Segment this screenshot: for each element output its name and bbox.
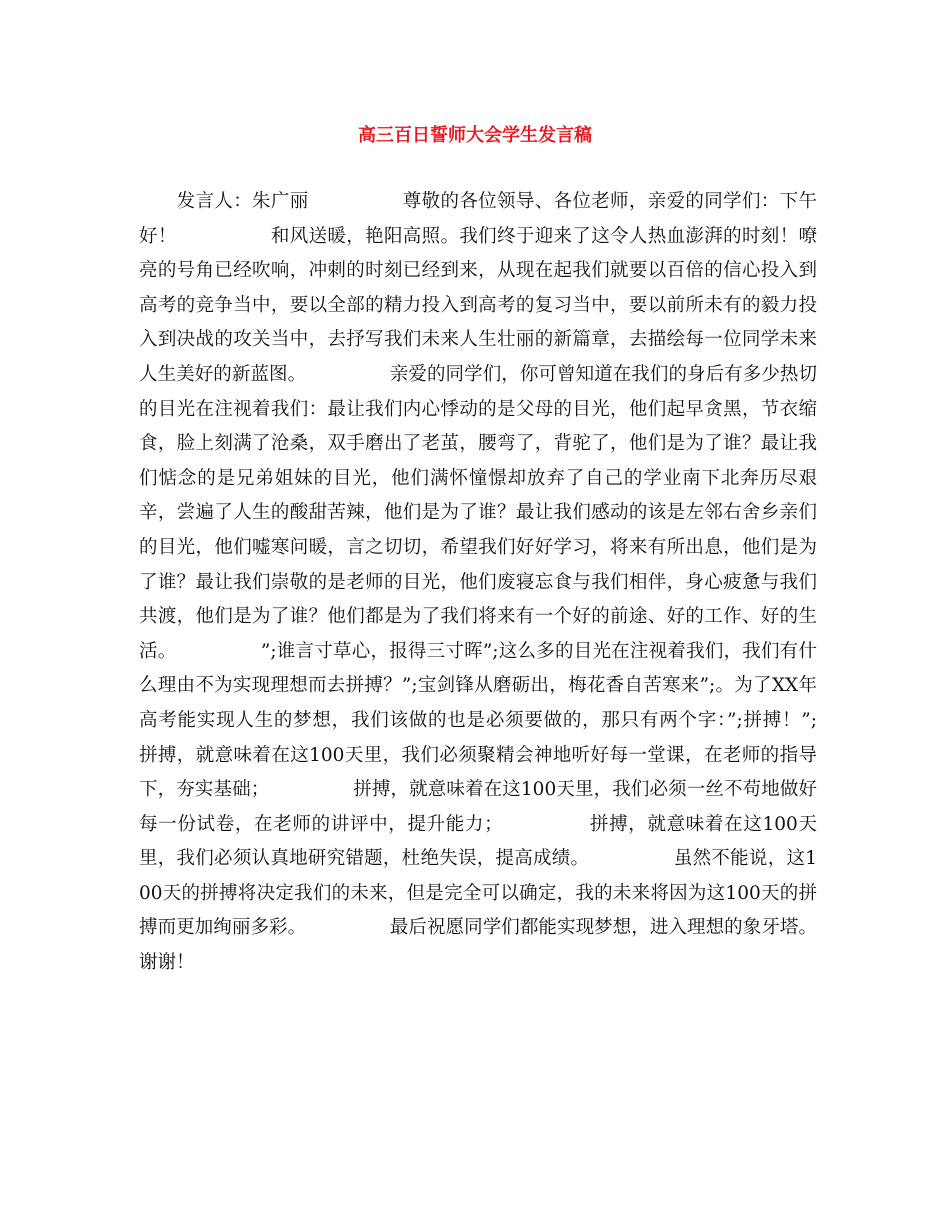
- speech-body: 发言人：朱广丽 尊敬的各位领导、各位老师，亲爱的同学们：下午好！ 和风送暖，艳阳高照。我们终于迎来了这令人热血澎湃的时刻！嘹亮的号角已经吹响，冲刺的时刻已经到来，从现在起我们就要以百倍的信心投入到高考的竞争当中，要以全部的精力投入到高考的复习当中，要以前所未有的毅力投入到决战的攻关当中，去抒写我们未来人生壮丽的新篇章，去描绘每一位同学未来人生美好的新蓝图。 亲爱的同学们，你可曾知道在我们的身后有多少热切的目光在注视着我们：最让我们内心悸动的是父母的目光，他们起早贪黑，节衣缩食，脸上刻满了沧桑，双手磨出了老茧，腰弯了，背驼了，他们是为了谁？最让我们惦念的是兄弟姐妹的目光，他们满怀憧憬却放弃了自己的学业南下北奔历尽艰辛，尝遍了人生的酸甜苦辣，他们是为了谁？最让我们感动的该是左邻右舍乡亲们的目光，他们嘘寒问暖，言之切切，希望我们好好学习，将来有所出息，他们是为了谁？最让我们崇敬的是老师的目光，他们废寝忘食与我们相伴，身心疲惫与我们共渡，他们是为了谁？他们都是为了我们将来有一个好的前途、好的工作、好的生活。 ”;谁言寸草心，报得三寸晖”;这么多的目光在注视着我们，我们有什么理由不为实现理想而去拼搏？”;宝剑锋从磨砺出，梅花香自苦寒来”;。为了XX年高考能实现人生的梦想，我们该做的也是必须要做的，那只有两个字：”;拼搏！”; 拼搏，就意味着在这100天里，我们必须聚精会神地听好每一堂课，在老师的指导下，夯实基础； 拼搏，就意味着在这100天里，我们必须一丝不苟地做好每一份试卷，在老师的讲评中，提升能力； 拼搏，就意味着在这100天里，我们必须认真地研究错题，杜绝失误，提高成绩。 虽然不能说，这100天的拼搏将决定我们的未来，但是完全可以确定，我的未来将因为这100天的拼搏而更加绚丽多彩。 最后祝愿同学们都能实现梦想，进入理想的象牙塔。谢谢！: [139, 191, 910, 974]
- document-title: 高三百日誓师大会学生发言稿: [358, 125, 592, 146]
